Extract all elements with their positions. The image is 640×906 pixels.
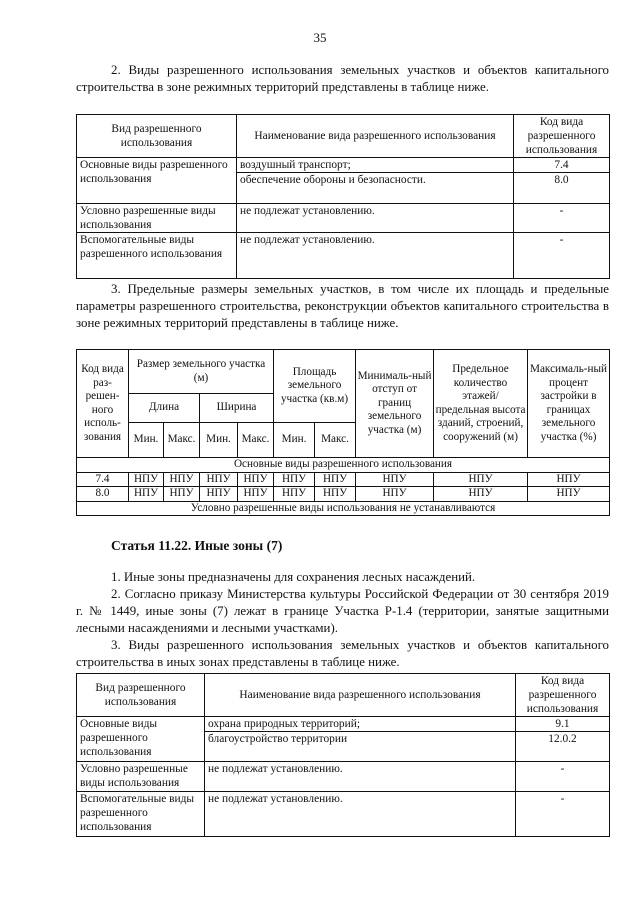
conditional-uses-label: Условно разрешенные виды использования	[77, 762, 205, 792]
cell-value: НПУ	[356, 472, 434, 487]
cell-value: НПУ	[315, 487, 356, 502]
cell-value: НПУ	[200, 472, 238, 487]
section-conditional-uses: Условно разрешенные виды использования не устанавливаются	[77, 501, 610, 516]
table-permitted-uses-other	[76, 673, 610, 837]
use-code: 8.0	[514, 173, 610, 204]
use-name: обеспечение обороны и безопасности.	[237, 173, 514, 204]
header-length-min: Мин.	[129, 423, 164, 458]
use-code: 12.0.2	[516, 732, 610, 762]
header-width: Ширина	[200, 394, 274, 423]
header-use-type: Вид разрешенного использования	[77, 674, 205, 717]
article-paragraph-1: 1. Иные зоны предназначены для сохранения лесных насаждений.	[111, 570, 476, 584]
header-length: Длина	[129, 394, 200, 423]
cell-value: НПУ	[238, 472, 274, 487]
use-code: -	[514, 204, 610, 233]
header-area-min: Мин.	[274, 423, 315, 458]
cell-value: НПУ	[238, 487, 274, 502]
header-length-max: Макс.	[164, 423, 200, 458]
use-code: -	[514, 233, 610, 279]
cell-value: НПУ	[164, 472, 200, 487]
cell-value: НПУ	[164, 487, 200, 502]
cell-value: НПУ	[434, 472, 528, 487]
use-name: охрана природных территорий;	[205, 717, 516, 732]
header-use-name: Наименование вида разрешенного использования	[237, 115, 514, 158]
use-name: воздушный транспорт;	[237, 158, 514, 173]
cell-value: НПУ	[528, 472, 610, 487]
table-permitted-uses-regime	[76, 114, 610, 279]
header-area: Площадь земельного участка (кв.м)	[274, 350, 356, 423]
article-title: Статья 11.22. Иные зоны (7)	[111, 538, 283, 553]
page-number: 35	[313, 30, 327, 45]
row-code: 8.0	[77, 487, 129, 502]
cell-value: НПУ	[129, 472, 164, 487]
use-code: 7.4	[514, 158, 610, 173]
paragraph-2: 2. Виды разрешенного использования земельных участков и объектов капитального строительства в зоне режимных территорий представлены в таблице ниже.	[76, 63, 609, 94]
main-uses-label: Основные виды разрешенного использования	[77, 158, 237, 204]
cell-value: НПУ	[434, 487, 528, 502]
cell-value: НПУ	[315, 472, 356, 487]
cell-value: НПУ	[274, 487, 315, 502]
use-code: 9.1	[516, 717, 610, 732]
main-uses-label: Основные виды разрешенного использования	[77, 717, 205, 762]
header-setback: Минималь-ный отступ от границ земельного участка (м)	[356, 350, 434, 458]
auxiliary-uses-label: Вспомогательные виды разрешенного использования	[77, 792, 205, 837]
use-code: -	[516, 792, 610, 837]
cell-value: НПУ	[274, 472, 315, 487]
header-use-code: Код вида разрешенного использования	[516, 674, 610, 717]
table-parcel-limits	[76, 349, 610, 516]
header-use-code: Код вида разрешенного использования	[514, 115, 610, 158]
use-name: не подлежат установлению.	[205, 762, 516, 792]
header-width-max: Макс.	[238, 423, 274, 458]
header-width-min: Мин.	[200, 423, 238, 458]
use-name: благоустройство территории	[205, 732, 516, 762]
conditional-uses-label: Условно разрешенные виды использования	[77, 204, 237, 233]
header-code: Код вида раз-решен-ного исполь-зования	[77, 350, 129, 458]
use-name: не подлежат установлению.	[205, 792, 516, 837]
use-code: -	[516, 762, 610, 792]
cell-value: НПУ	[129, 487, 164, 502]
auxiliary-uses-label: Вспомогательные виды разрешенного использования	[77, 233, 237, 279]
cell-value: НПУ	[356, 487, 434, 502]
header-parcel-size: Размер земельного участка (м)	[129, 350, 274, 394]
header-use-type: Вид разрешенного использования	[77, 115, 237, 158]
article-paragraph-2: 2. Согласно приказу Министерства культуры Российской Федерации от 30 сентября 2019 г. № 1449, иные зоны (7) лежат в границе Участка Р-1.4 (территории, занятые защитными лесными насаждениями и лесными участками).	[76, 587, 609, 635]
article-paragraph-3: 3. Виды разрешенного использования земельных участков и объектов капитального строительства в иных зонах представлены в таблице ниже.	[76, 638, 609, 669]
row-code: 7.4	[77, 472, 129, 487]
header-floors-height: Предельное количество этажей/ предельная высота зданий, строений, сооружений (м)	[434, 350, 528, 458]
paragraph-3: 3. Предельные размеры земельных участков, в том числе их площадь и предельные параметры разрешенного строительства, реконструкции объектов капитального строительства в зоне режимных территорий представлены в таблице ниже.	[76, 282, 609, 330]
cell-value: НПУ	[528, 487, 610, 502]
header-max-percent: Максималь-ный процент застройки в границах земельного участка (%)	[528, 350, 610, 458]
use-name: не подлежат установлению.	[237, 204, 514, 233]
use-name: не подлежат установлению.	[237, 233, 514, 279]
header-area-max: Макс.	[315, 423, 356, 458]
section-main-uses: Основные виды разрешенного использования	[77, 458, 610, 473]
header-use-name: Наименование вида разрешенного использования	[205, 674, 516, 717]
cell-value: НПУ	[200, 487, 238, 502]
